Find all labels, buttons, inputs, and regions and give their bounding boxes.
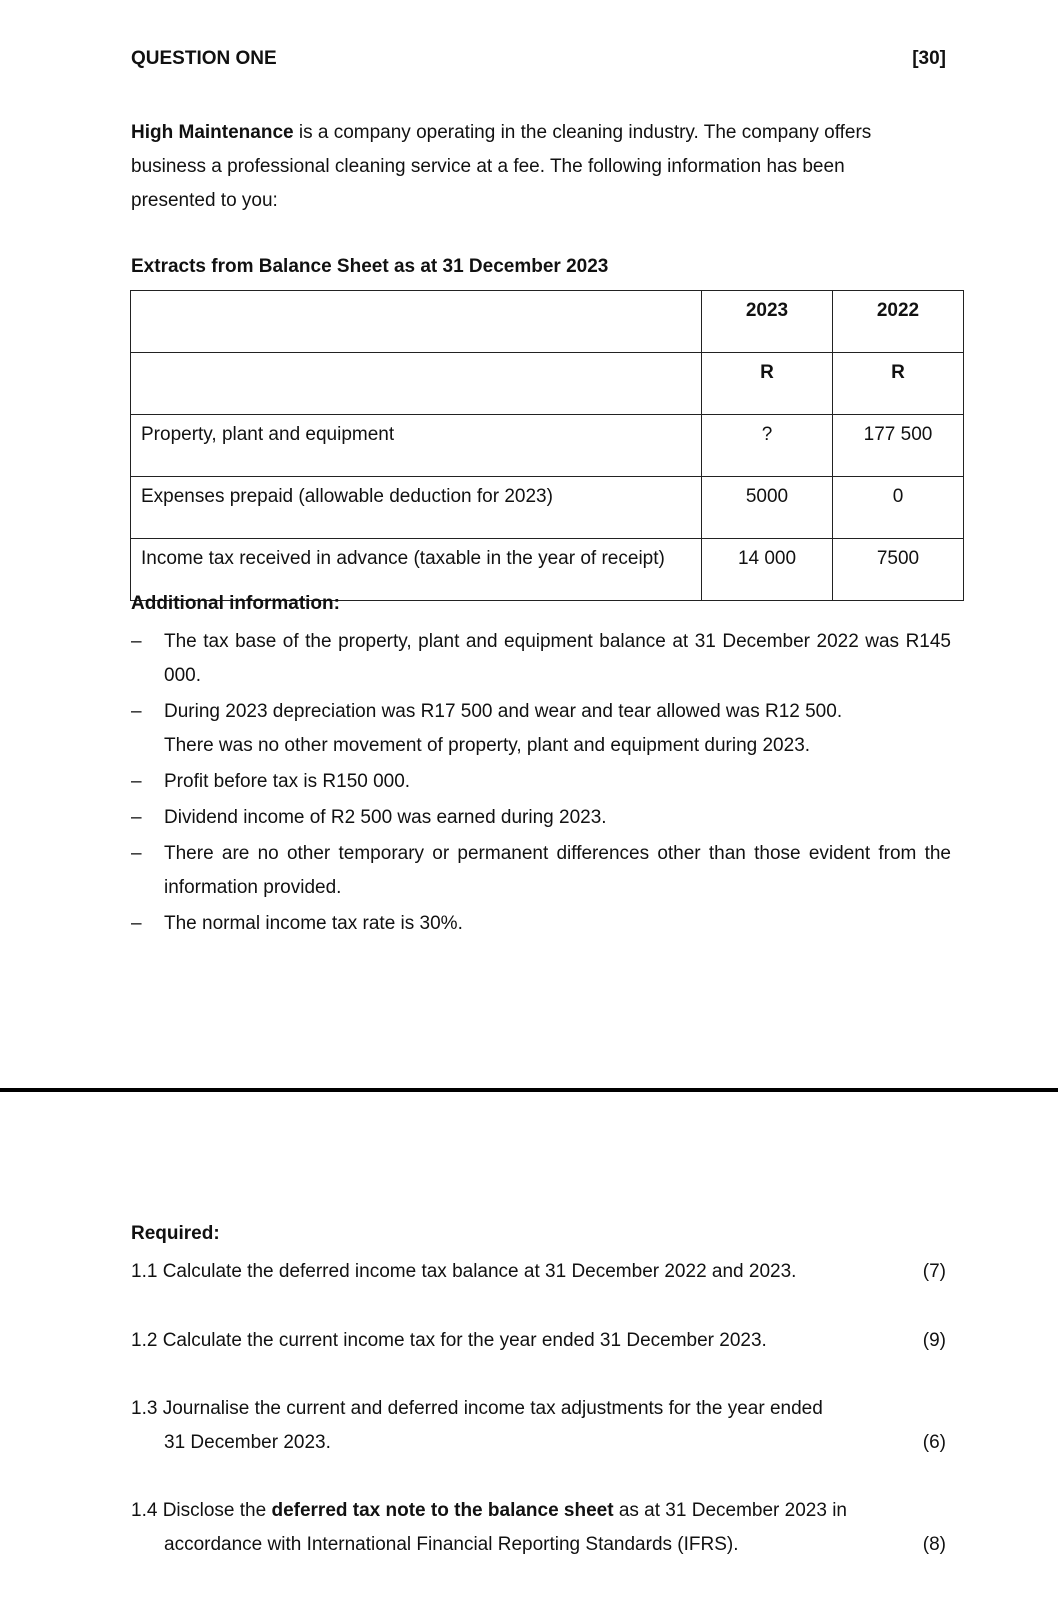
question-heading	[131, 48, 946, 70]
required-item-1-2: 1.2 Calculate the current income tax for the year ended 31 December 2023. (9)	[131, 1324, 946, 1358]
page-divider	[0, 1088, 1058, 1092]
list-item: – There are no other temporary or permanent differences other than those evident from the information provided.	[131, 837, 951, 905]
company-name: High Maintenance	[131, 122, 294, 143]
required-item-1-4: 1.4 Disclose the deferred tax note to the balance sheet as at 31 December 2023 in accordance with International Financial Reporting Standards (IFRS). (8)	[131, 1494, 946, 1562]
table-header-row	[131, 291, 964, 353]
additional-info-list	[131, 625, 951, 943]
list-item: – Dividend income of R2 500 was earned during 2023.	[131, 801, 951, 835]
row-value-2023: 14 000	[702, 539, 833, 601]
table-currency-row	[131, 353, 964, 415]
row-value-2022: 177 500	[833, 415, 964, 477]
dash-bullet: –	[131, 771, 142, 792]
list-item: – Profit before tax is R150 000.	[131, 765, 951, 799]
row-label: Property, plant and equipment	[131, 415, 702, 477]
marks-label: (9)	[922, 1330, 946, 1351]
row-value-2023: ?	[702, 415, 833, 477]
dash-bullet: –	[131, 807, 142, 828]
currency-2022: R	[833, 353, 964, 415]
marks-label: (8)	[922, 1534, 946, 1555]
dash-bullet: –	[131, 701, 142, 722]
table-row	[131, 415, 964, 477]
balance-sheet-title: Extracts from Balance Sheet as at 31 December 2023	[131, 256, 609, 277]
row-label: Income tax received in advance (taxable in the year of receipt)	[131, 539, 702, 601]
row-value-2022: 0	[833, 477, 964, 539]
question-title: QUESTION ONE	[131, 48, 277, 69]
dash-bullet: –	[131, 631, 142, 652]
list-item: – During 2023 depreciation was R17 500 and wear and tear allowed was R12 500. There was no other movement of property, plant and equipment during 2023.	[131, 695, 951, 763]
list-item: – The normal income tax rate is 30%.	[131, 907, 951, 941]
header-2023: 2023	[702, 291, 833, 353]
header-2022: 2022	[833, 291, 964, 353]
dash-bullet: –	[131, 843, 142, 864]
required-item-1-3: 1.3 Journalise the current and deferred income tax adjustments for the year ended 31 December 2023. (6)	[131, 1392, 946, 1460]
row-value-2022: 7500	[833, 539, 964, 601]
row-label: Expenses prepaid (allowable deduction for 2023)	[131, 477, 702, 539]
intro-line-3: presented to you:	[131, 190, 278, 211]
additional-info-title: Additional information:	[131, 593, 340, 614]
currency-2023: R	[702, 353, 833, 415]
list-item: – The tax base of the property, plant and equipment balance at 31 December 2022 was R145 000.	[131, 625, 951, 693]
intro-line-2: business a professional cleaning service at a fee. The following information has been	[131, 156, 845, 177]
question-marks: [30]	[912, 48, 946, 69]
table-row	[131, 477, 964, 539]
table-row	[131, 539, 964, 601]
marks-label: (7)	[922, 1261, 946, 1282]
required-item-1-1: 1.1 Calculate the deferred income tax balance at 31 December 2022 and 2023. (7)	[131, 1255, 946, 1289]
marks-label: (6)	[922, 1432, 946, 1453]
required-title: Required:	[131, 1223, 220, 1244]
row-value-2023: 5000	[702, 477, 833, 539]
dash-bullet: –	[131, 913, 142, 934]
intro-line-1: High Maintenance is a company operating in the cleaning industry. The company offers	[131, 122, 872, 143]
intro-paragraph	[131, 116, 931, 218]
balance-sheet-table	[130, 290, 964, 601]
